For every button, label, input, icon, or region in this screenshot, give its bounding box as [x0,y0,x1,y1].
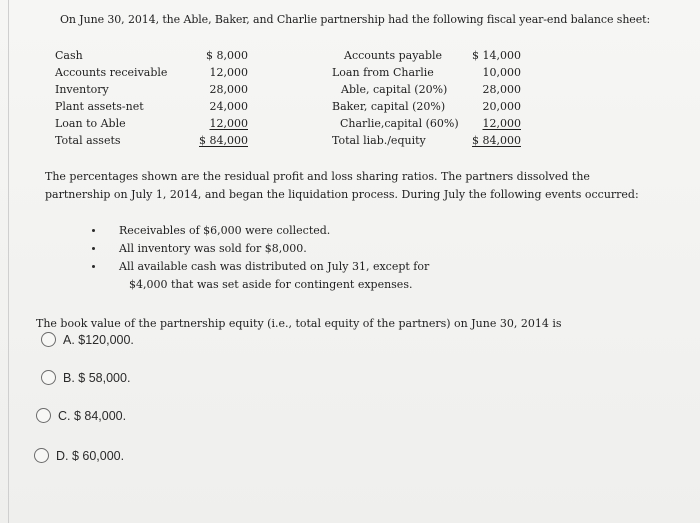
bullet-icon [92,247,95,250]
asset-value: 12,000 [209,66,248,79]
bullet-icon [92,229,95,232]
event-item [92,240,429,258]
question-text: The book value of the partnership equity (i.e., total equity of the partners) on June 30, 2014 is [36,317,562,330]
liab-value: 10,000 [482,66,521,79]
asset-label: Total assets [55,134,121,147]
intro-text: On June 30, 2014, the Able, Baker, and Charlie partnership had the following fiscal year-end balance sheet: [60,13,651,26]
event-continuation: $4,000 that was set aside for contingent expenses. [129,278,413,291]
radio-button-icon[interactable] [36,408,51,423]
event-text: Receivables of $6,000 were collected. [119,224,331,237]
total-liab-value: $ 84,000 [472,134,521,147]
asset-value: 12,000 [209,117,248,130]
event-text: All available cash was distributed on July 31, except for [119,260,430,273]
event-text: All inventory was sold for $8,000. [119,242,307,255]
option-d[interactable] [34,448,124,463]
assets-labels [55,47,167,149]
asset-label: Plant assets-net [55,100,144,113]
equity-value: 20,000 [482,100,521,113]
option-label: C. $ 84,000. [58,408,127,423]
total-liab-label: Total liab./equity [332,134,426,147]
option-label: B. $ 58,000. [63,370,131,385]
option-b[interactable] [41,370,130,385]
radio-button-icon[interactable] [41,332,56,347]
option-label: A. $120,000. [63,332,134,347]
option-c[interactable] [36,408,126,423]
liab-value: $ 14,000 [472,49,521,62]
option-a[interactable] [41,332,134,347]
liab-equity-labels [332,47,459,149]
liab-label: Loan from Charlie [332,66,434,79]
equity-value: 12,000 [482,117,521,130]
assets-values [188,47,248,149]
description-paragraph: The percentages shown are the residual profit and loss sharing ratios. The partners dissolved the partnership on July 1, 2014, and began the liquidation process. During July the following events occurred: [45,170,639,201]
liab-label: Accounts payable [344,49,443,62]
equity-label: Able, capital (20%) [341,83,448,96]
total-assets-value: $ 84,000 [199,134,248,147]
asset-label: Cash [55,49,83,62]
asset-value: 28,000 [209,83,248,96]
radio-button-icon[interactable] [34,448,49,463]
equity-value: 28,000 [482,83,521,96]
equity-label: Baker, capital (20%) [332,100,446,113]
equity-label: Charlie,capital (60%) [340,117,459,130]
radio-button-icon[interactable] [41,370,56,385]
asset-value: $ 8,000 [206,49,248,62]
asset-label: Loan to Able [55,117,126,130]
events-list [92,222,429,294]
event-item [92,258,429,276]
page-edge [8,0,9,523]
event-item [92,222,429,240]
option-label: D. $ 60,000. [56,448,125,463]
liab-equity-values [464,47,521,149]
bullet-icon [92,265,95,268]
asset-label: Inventory [55,83,109,96]
asset-label: Accounts receivable [55,66,168,79]
asset-value: 24,000 [209,100,248,113]
